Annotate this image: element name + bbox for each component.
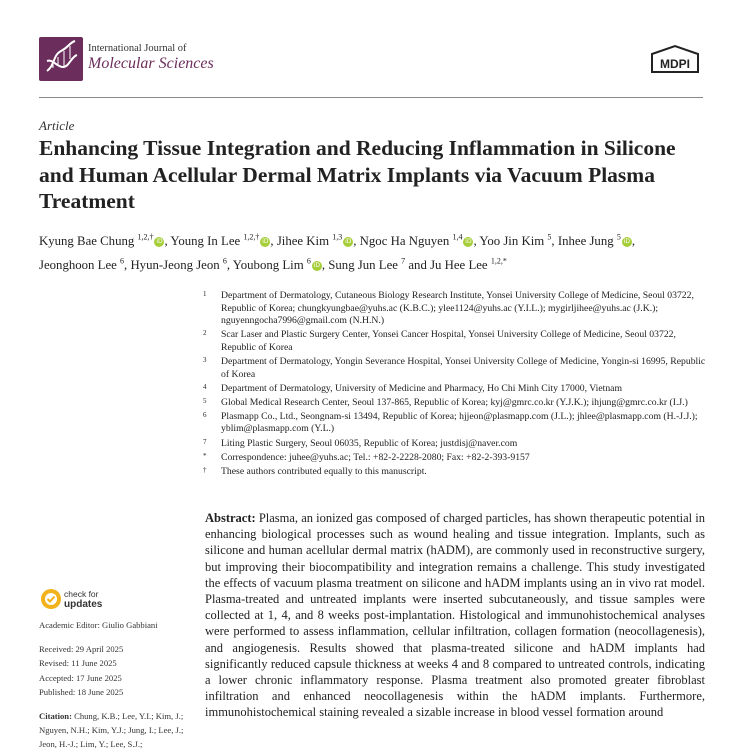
author (130, 258, 232, 272)
author-affiliation-marker: 6 (306, 256, 311, 266)
affiliation-marker: 4 (203, 382, 207, 391)
orcid-icon[interactable]: iD (313, 261, 321, 269)
author-affiliation-marker: 1,2,† (243, 233, 260, 242)
orcid-icon[interactable]: iD (156, 238, 163, 246)
citation-label: Citation: (39, 711, 72, 722)
author-affiliation-marker: 1,4 (452, 233, 463, 242)
orcid-icon[interactable]: iD (345, 238, 352, 246)
affiliation-text: Department of Dermatology, University of Medicine and Pharmacy, Ho Chi Minh City 17000, Vietnam (221, 382, 623, 394)
author-name: Jeonghoon Lee (39, 257, 117, 272)
affiliation-text: Plasmapp Co., Ltd., Seongnam-si 13494, Republic of Korea; hjjeon@plasmapp.com (J.L.); jhlee@plasmapp.com (H.-J.J.); yblim@plasmapp.com (Y.L.) (221, 410, 698, 435)
author-list (39, 228, 709, 275)
abstract-text: Plasma, an ionized gas composed of charged particles, has shown therapeutic potential in enhancing biological processes such as wound healing and tissue integration. Implants, such as silicone and human acellular dermal matrix (hADM), are commonly used in reconstructive surgery, but improving their biocompatibility and integration remains a challenge. This study investigated the effects of vacuum plasma treatment on silicone and hADM implants using an in vivo rat model. Plasma-treated and untreated implants were inserted subcutaneously, and tissue samples were collected at 1, 4, and 8 weeks post-implantation. Histological and immunohistochemical analyses were performed to assess inflammation, cellular infiltration, collagen formation (neocollagenesis), and angiogenesis. Results showed that plasma-treated silicone and hADM implants had significantly reduced capsule thickness at weeks 4 and 8 compared to untreated controls, indicating a lower chronic inflammatory response. Plasma treatment also promoted greater fibroblast infiltration and enhanced neocollagenesis within the hADM implants. Furthermore, immunohistochemical staining revealed a sizable increase in blood vessel formation around (205, 511, 706, 720)
citation (39, 709, 189, 752)
author-affiliation-marker: 6 (222, 256, 227, 266)
journal-name-line2: Molecular Sciences (88, 55, 214, 72)
affiliation-item (203, 438, 708, 451)
affiliation-item (203, 397, 708, 410)
author-name: Jihee Kim (276, 234, 330, 249)
affiliation-text: Scar Laser and Plastic Surgery Center, Yonsei Cancer Hospital, Yonsei University College of Medicine, Seoul 03722, Republic of Korea (221, 329, 676, 353)
academic-editor: Academic Editor: Giulio Gabbiani (39, 620, 158, 630)
affiliation-marker: * (203, 451, 207, 460)
author-separator: , (226, 257, 233, 272)
published-date: Published: 18 June 2025 (39, 686, 124, 697)
header-divider (39, 97, 703, 98)
journal-name-line1: International Journal of (88, 43, 187, 54)
author (233, 258, 329, 272)
author (39, 258, 130, 272)
author (170, 234, 276, 248)
author-affiliation-marker: 5 (547, 233, 552, 242)
affiliation-item (203, 356, 708, 381)
orcid-icon[interactable]: iD (465, 238, 472, 246)
author-affiliation-marker: 5 (616, 233, 621, 242)
author-separator: , (473, 234, 480, 249)
author (360, 234, 480, 248)
author-separator: , (551, 234, 558, 249)
author (479, 234, 557, 248)
article-type: Article (39, 118, 75, 133)
abstract (205, 510, 705, 721)
affiliation-item (203, 383, 708, 396)
author-affiliation-marker: 7 (401, 256, 406, 266)
author-separator: , (124, 257, 131, 272)
affiliation-marker: 5 (203, 396, 207, 405)
affiliation-marker: 1 (203, 290, 207, 298)
affiliation-item (203, 466, 708, 479)
affiliation-item (203, 452, 708, 465)
author (430, 258, 507, 272)
accepted-date: Accepted: 17 June 2025 (39, 672, 122, 683)
author (328, 258, 430, 272)
affiliation-text: Department of Dermatology, Cutaneous Biology Research Institute, Yonsei University College of Medicine, Seoul 03722, Republic of Korea; chungkyungbae@yuhs.ac (K.B.C.); ylee1124@yuhs.ac (Y.I.L.); mygirljihee@yuhs.ac (J.K.); nguyenngocha7996@gmail.com (N.H.N.) (221, 290, 694, 327)
affiliation-marker: 6 (203, 410, 207, 419)
affiliation-marker: 7 (203, 437, 207, 446)
author-name: Ju Hee Lee (430, 257, 488, 272)
author-name: Sung Jun Lee (328, 257, 398, 272)
author (558, 234, 635, 248)
author-name: Kyung Bae Chung (39, 234, 135, 249)
author-separator: and (405, 257, 431, 272)
dna-icon (39, 37, 83, 81)
author-separator: , (164, 234, 171, 249)
author (39, 234, 170, 248)
affiliation-text: Correspondence: juhee@yuhs.ac; Tel.: +82-2-2228-2080; Fax: +82-2-393-9157 (221, 451, 530, 463)
author-name: Young In Lee (170, 234, 241, 249)
affiliation-item (203, 290, 708, 328)
affiliation-list (203, 290, 708, 480)
author-name: Yoo Jin Kim (479, 234, 545, 249)
citation-text: Chung, K.B.; Lee, Y.I.; Kim, J.; Nguyen, N.H.; Kim, Y.J.; Jung, I.; Lee, J.; Jeon, H.-J.; Lim, Y.; Lee, S.J.; (39, 711, 184, 750)
affiliation-marker: † (203, 465, 207, 474)
journal-logo (39, 37, 83, 81)
paper-title: Enhancing Tissue Integration and Reducing Inflammation in Silicone and Human Acellular Dermal Matrix Implants via Vacuum Plasma Treatment (39, 136, 676, 213)
affiliation-item (203, 411, 708, 436)
orcid-icon[interactable]: iD (623, 238, 630, 246)
author-separator: , (321, 257, 329, 272)
check-for-updates-label[interactable] (64, 589, 102, 610)
orcid-icon[interactable]: iD (262, 238, 269, 246)
author-affiliation-marker: 6 (120, 256, 125, 266)
author-separator: , (353, 234, 360, 249)
author-separator: , (631, 234, 636, 249)
abstract-label: Abstract: (205, 511, 256, 525)
affiliation-text: Global Medical Research Center, Seoul 137-865, Republic of Korea; kyj@gmrc.co.kr (Y.J.K.); ihjung@gmrc.co.kr (I.J.) (221, 396, 688, 408)
author-separator: , (270, 234, 277, 249)
publisher-name: MDPI (660, 57, 690, 71)
author-name: Hyun-Jeong Jeon (130, 257, 220, 272)
author-name: Youbong Lim (232, 257, 304, 272)
author-name: Inhee Jung (557, 234, 614, 249)
article-sidebar (39, 618, 189, 752)
author (277, 234, 360, 248)
author-affiliation-marker: 1,3 (332, 233, 343, 242)
received-date: Received: 29 April 2025 (39, 644, 124, 655)
author-affiliation-marker: 1,2,* (490, 256, 507, 266)
check-for-updates-icon[interactable] (40, 588, 62, 610)
affiliation-text: Liting Plastic Surgery, Seoul 06035, Republic of Korea; justdisj@naver.com (221, 437, 518, 449)
mdpi-logo (648, 44, 702, 74)
affiliation-item (203, 329, 708, 354)
check-updates-line2: updates (64, 599, 103, 610)
affiliation-text: Department of Dermatology, Yongin Severance Hospital, Yonsei University College of Medicine, Yongin-si 16995, Republic of Korea (221, 355, 706, 380)
affiliation-marker: 3 (203, 355, 207, 364)
affiliation-marker: 2 (203, 329, 207, 338)
affiliation-text: These authors contributed equally to this manuscript. (221, 465, 427, 477)
author-name: Ngoc Ha Nguyen (359, 234, 450, 249)
revised-date: Revised: 11 June 2025 (39, 658, 117, 669)
check-updates-line1: check for (64, 589, 99, 599)
author-affiliation-marker: 1,2,† (137, 233, 154, 242)
